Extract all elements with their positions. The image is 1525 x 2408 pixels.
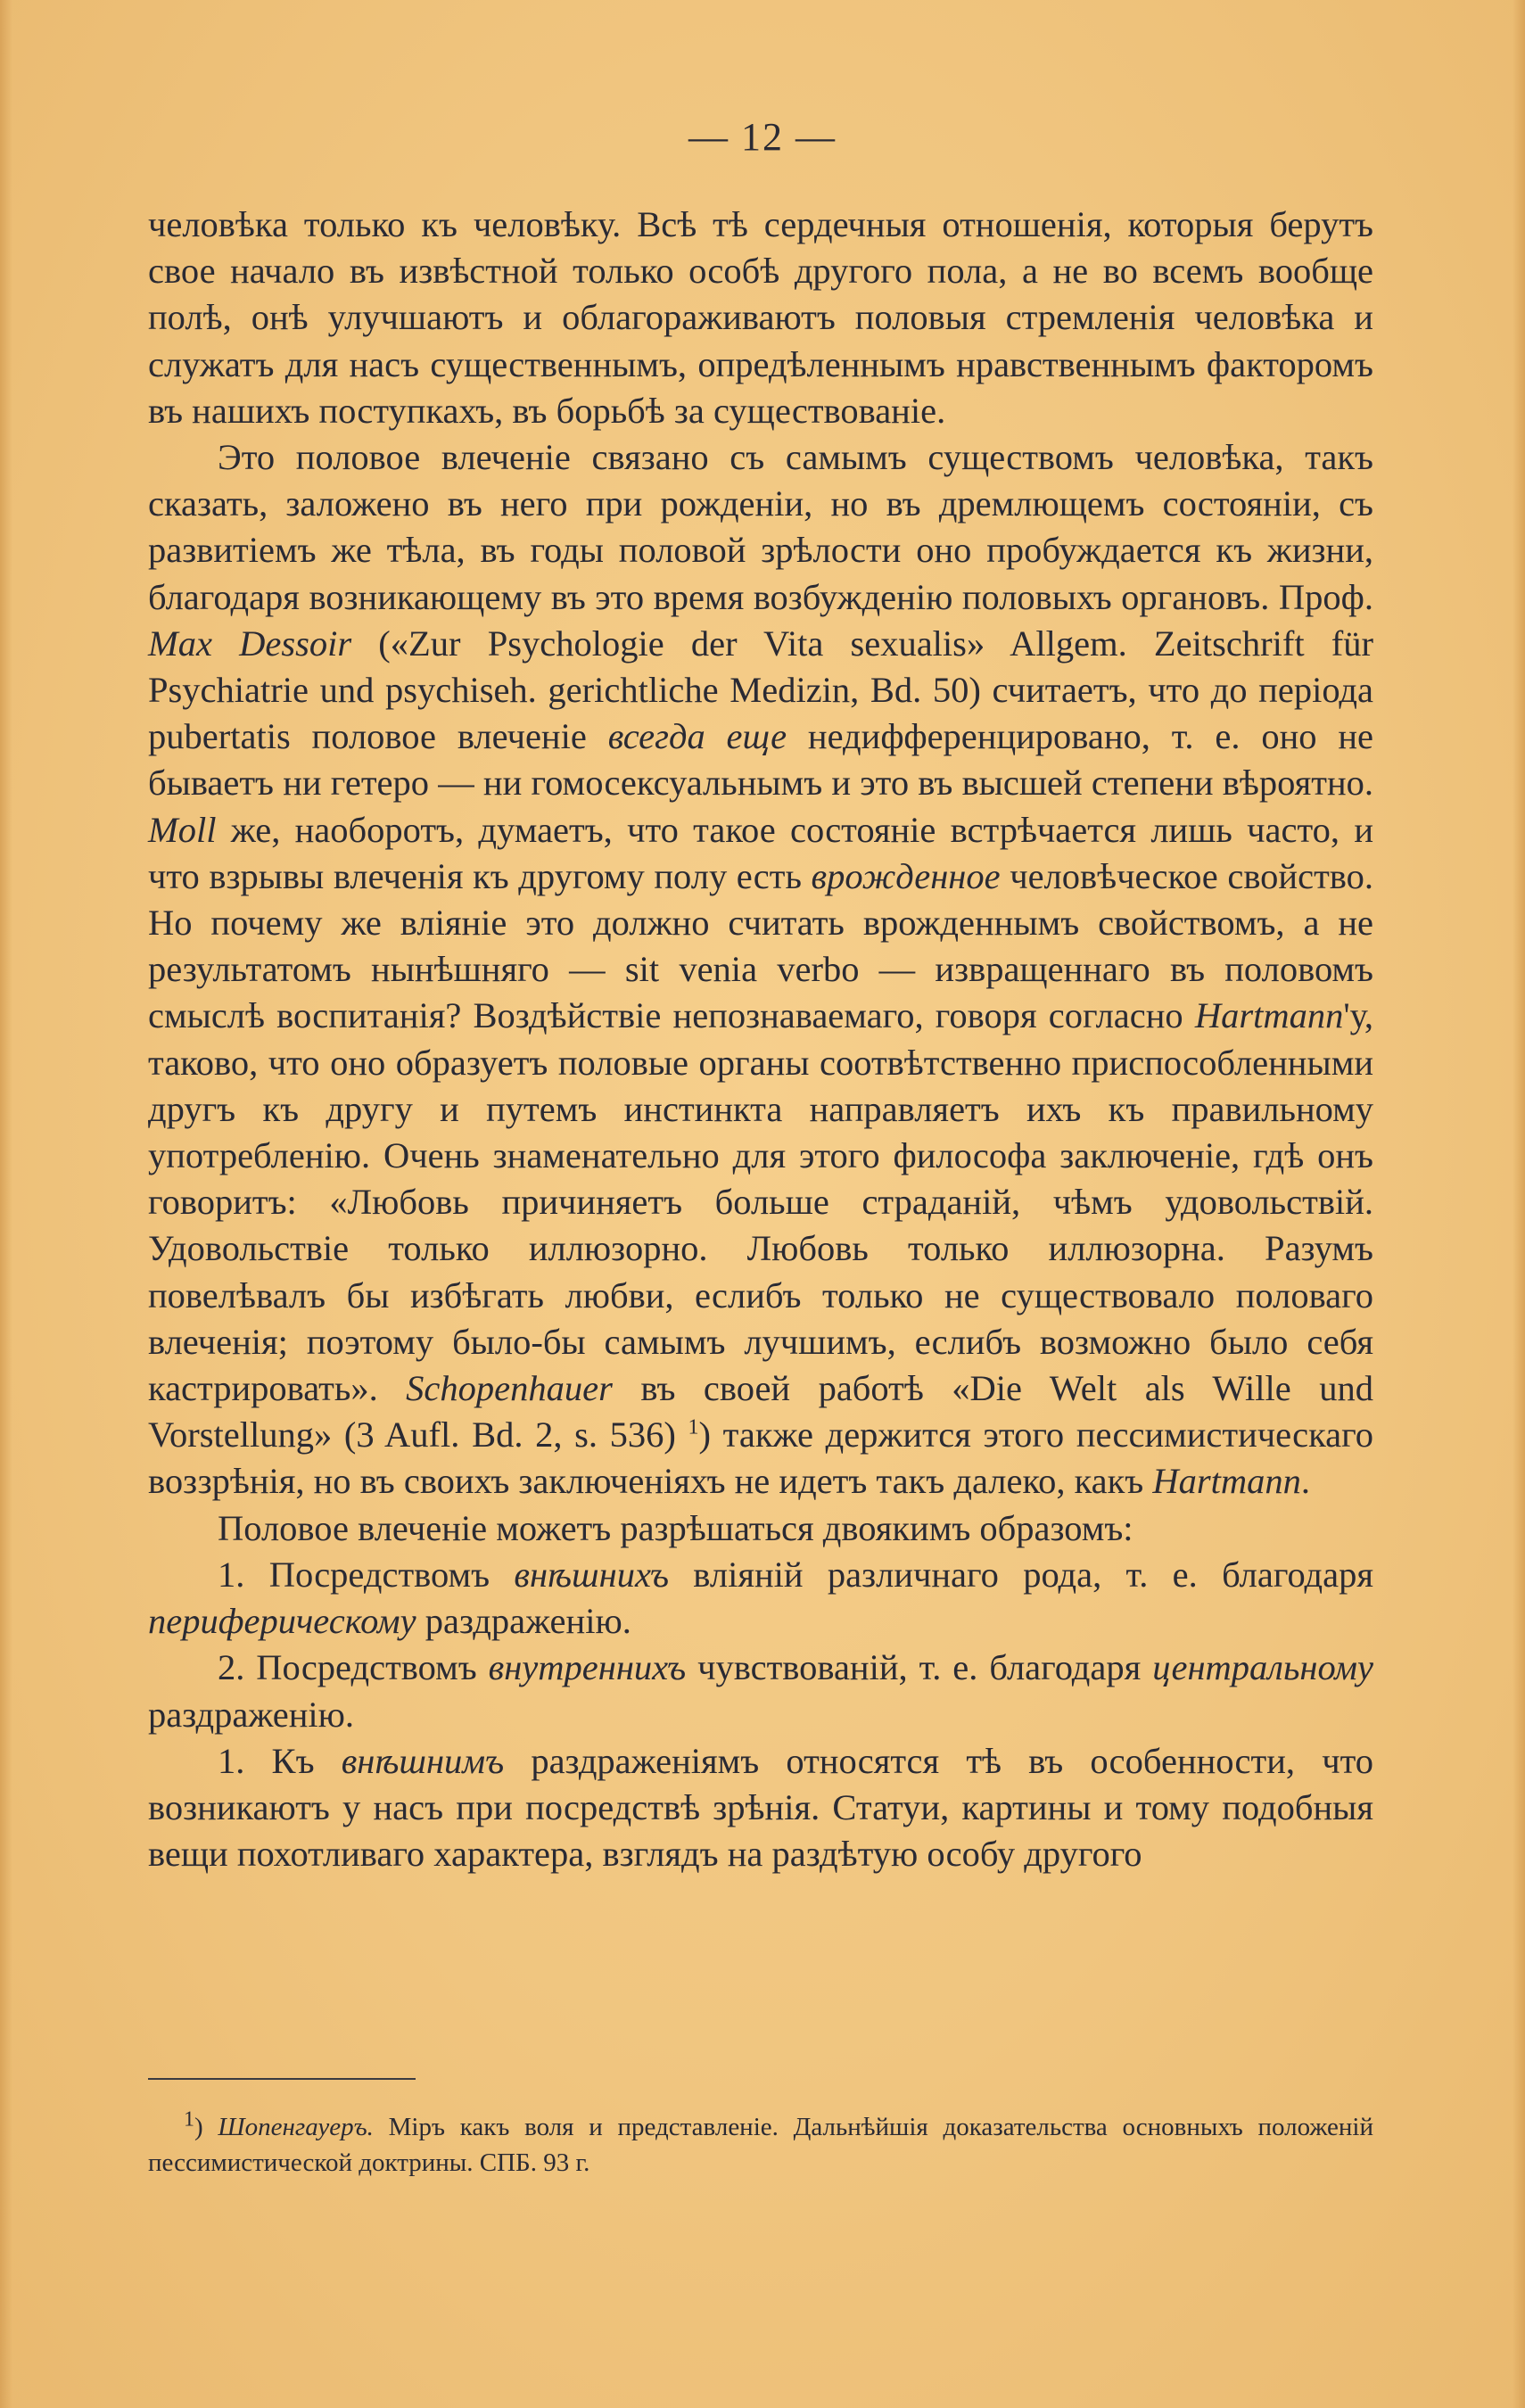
page-number: — 12 — — [688, 115, 837, 159]
footnote-reference: 1 — [688, 1415, 699, 1439]
footnote-mark: 1 — [184, 2107, 194, 2132]
text-run: ) также держится этого пессимистическаго воззрѣнія, но въ своихъ заключеніяхъ не идетъ такъ далеко, какъ — [148, 1414, 1373, 1502]
text-run: 1. Къ — [218, 1740, 342, 1781]
text-run: 1. Посредствомъ — [218, 1554, 515, 1595]
text-run: раздраженіямъ относятся тѣ въ особенности, что возникаютъ у насъ при посредствѣ зрѣнія. Статуи, картины и тому подобныя вещи похотливаго характера, взглядъ на раздѣтую особу другого — [148, 1740, 1373, 1875]
footnote — [148, 2109, 1373, 2181]
text-run: недифференцировано, т. е. оно не бываетъ ни гетеро — ни гомосексуальнымъ и это въ высшей степени вѣроятно. — [148, 716, 1373, 804]
body-text — [148, 202, 1373, 1877]
paragraph — [148, 1505, 1373, 1552]
text-run: . — [1300, 1461, 1311, 1502]
emphasized-text: Schopenhauer — [406, 1368, 613, 1409]
emphasized-text: внутреннихъ — [488, 1647, 687, 1688]
text-run: раздраженію. — [416, 1601, 631, 1642]
footnote-divider — [148, 2078, 416, 2080]
text-run: человѣка только къ человѣку. Всѣ тѣ сердечныя отношенія, которыя берутъ свое начало въ извѣстной только особѣ другого пола, а не во всемъ вообще полѣ, онѣ улучшаютъ и облагораживаютъ половыя стремленія человѣка и служатъ для насъ существеннымъ, опредѣленнымъ нравственнымъ факторомъ въ нашихъ поступкахъ, въ борьбѣ за существованіе. — [148, 204, 1373, 431]
text-run: вліяній различнаго рода, т. е. благодаря — [668, 1554, 1373, 1595]
emphasized-text: внѣшнимъ — [341, 1740, 505, 1781]
emphasized-text: внѣшнихъ — [514, 1554, 669, 1595]
emphasized-text: Hartmann — [1152, 1461, 1301, 1502]
emphasized-text: Hartmann — [1194, 995, 1344, 1036]
paragraph — [148, 434, 1373, 1505]
emphasized-text: центральному — [1152, 1647, 1374, 1688]
footnote-text: Міръ какъ воля и представленіе. Дальнѣйшія доказательства основныхъ положеній пессимистической доктрины. СПБ. 93 г. — [148, 2113, 1373, 2177]
text-run: человѣческое свойство. Но почему же вліяніе это должно считать врожденнымъ свойствомъ, а не результатомъ нынѣшняго — sit venia verbo — извращеннаго въ половомъ смыслѣ воспитанія? Воздѣйствіе непознаваемаго, говоря согласно — [148, 855, 1373, 1036]
paragraph — [148, 1645, 1373, 1737]
text-run: раздраженію. — [148, 1694, 355, 1735]
page-edge-shadow-right — [1513, 0, 1525, 2408]
paragraph — [148, 1552, 1373, 1645]
text-run: чувствованій, т. е. благодаря — [686, 1647, 1153, 1688]
text-run: 2. Посредствомъ — [218, 1647, 489, 1688]
text-run: Половое влеченіе можетъ разрѣшаться двоякимъ образомъ: — [218, 1507, 1133, 1548]
emphasized-text: периферическому — [148, 1601, 416, 1642]
footnote-paren: ) — [194, 2113, 203, 2141]
text-run: («Zur Psychologie der Vita sexualis» Allgem. Zeitschrift für Psychiatrie und psychiseh. gerichtliche Medizin, Bd. 50) считаетъ, что до періода pubertatis половое влеченіе — [148, 623, 1373, 757]
emphasized-text: врожденное — [811, 855, 1001, 896]
text-run: Это половое влеченіе связано съ самымъ существомъ человѣка, такъ сказать, заложено въ него при рожденіи, но въ дремлющемъ состояніи, съ развитіемъ же тѣла, въ годы половой зрѣлости оно пробуждается къ жизни, благодаря возникающему въ это время возбужденію половыхъ органовъ. Проф. — [148, 437, 1373, 617]
emphasized-text: Max Dessoir — [148, 623, 352, 664]
emphasized-text: Moll — [148, 809, 217, 850]
text-run: въ своей работѣ «Die Welt als Wille und Vorstellung» (3 Aufl. Bd. 2, s. 536) — [148, 1368, 1373, 1456]
paragraph — [148, 202, 1373, 434]
paragraph — [148, 1738, 1373, 1878]
text-run: 'у, таково, что оно образуетъ половые органы соотвѣтственно приспособленными другъ къ другу и путемъ инстинкта направляетъ ихъ къ правильному употребленію. Очень знаменательно для этого философа заключеніе, гдѣ онъ говоритъ: «Любовь причиняетъ больше страданій, чѣмъ удовольствій. Удовольствіе только иллюзорно. Любовь только иллюзорна. Разумъ повелѣвалъ бы избѣгать любви, еслибъ только не существовало половаго влеченія; поэтому было-бы самымъ лучшимъ, еслибъ возможно было себя кастрировать». — [148, 995, 1373, 1409]
emphasized-text: всегда еще — [607, 716, 787, 757]
page-edge-shadow-left — [0, 0, 12, 2408]
footnote-author: Шопенгауеръ. — [218, 2113, 374, 2141]
text-run: же, наоборотъ, думаетъ, что такое состояніе встрѣчается лишь часто, и что взрывы влеченія къ другому полу есть — [148, 809, 1373, 896]
